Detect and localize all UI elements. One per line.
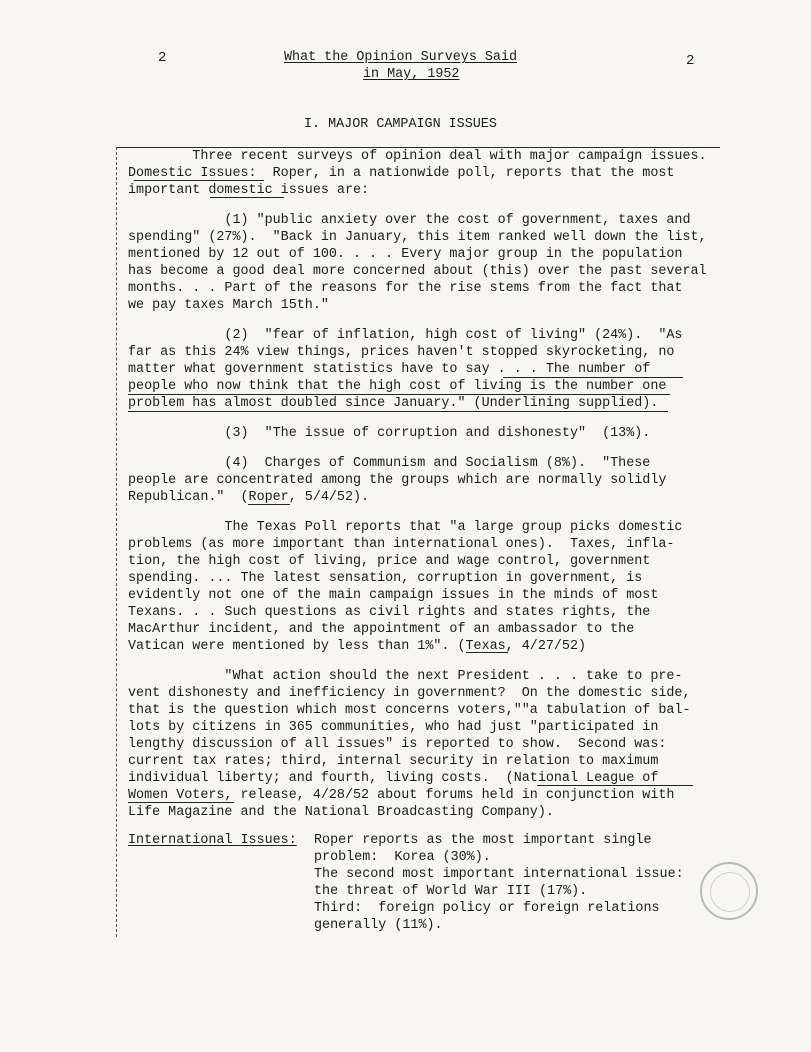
item1-line: we pay taxes March 15th." xyxy=(128,298,329,313)
league-line: that is the question which most concerns voters,""a tabulation of bal- xyxy=(128,703,691,718)
texas-line: MacArthur incident, and the appointment of an ambassador to the xyxy=(128,622,635,637)
texas-line: Vatican were mentioned by less than 1%". (Texas, 4/27/52) xyxy=(128,639,587,654)
item1-line: mentioned by 12 out of 100. . . . Every major group in the population xyxy=(128,247,683,262)
texas-line: tion, the high cost of living, price and wage control, government xyxy=(128,554,651,569)
league-line: individual liberty; and fourth, living costs. (National League of xyxy=(128,771,659,786)
item4-line: Republican." (Roper, 5/4/52). xyxy=(128,490,370,505)
league-line: "What action should the next President . . . take to pre- xyxy=(128,669,683,684)
underline-league xyxy=(128,802,234,803)
underline-texas xyxy=(466,652,508,653)
intro-line: Domestic Issues: Roper, in a nationwide poll, reports that the most xyxy=(128,166,675,181)
intro-line: Three recent surveys of opinion deal with major campaign issues. xyxy=(128,149,707,164)
item2-line: people who now think that the high cost of living is the number one xyxy=(128,379,667,394)
archive-stamp-icon xyxy=(700,862,758,920)
league-line: Life Magazine and the National Broadcasting Company). xyxy=(128,805,554,820)
item4-line: people are concentrated among the groups which are normally solidly xyxy=(128,473,667,488)
page-title-date: in May, 1952 xyxy=(363,67,460,82)
item2-line: (2) "fear of inflation, high cost of living" (24%). "As xyxy=(128,328,683,343)
underline-domestic xyxy=(210,197,284,198)
texas-line: spending. ... The latest sensation, corruption in government, is xyxy=(128,571,643,586)
intl-line: Roper reports as the most important single xyxy=(314,833,652,848)
underline-domestic-issues xyxy=(134,180,264,181)
intl-line: problem: Korea (30%). xyxy=(314,850,491,865)
intl-line: The second most important international issue: xyxy=(314,867,684,882)
underline-item2 xyxy=(128,394,670,395)
intl-line: generally (11%). xyxy=(314,918,443,933)
league-line: Women Voters, release, 4/28/52 about forums held in conjunction with xyxy=(128,788,675,803)
page-number-left: 2 xyxy=(158,50,167,66)
intro-line: important domestic issues are: xyxy=(128,183,370,198)
texas-line: evidently not one of the main campaign issues in the minds of most xyxy=(128,588,659,603)
league-line: vent dishonesty and inefficiency in government? On the domestic side, xyxy=(128,686,691,701)
underline-item2 xyxy=(128,411,668,412)
league-line: current tax rates; third, internal security in relation to maximum xyxy=(128,754,659,769)
item2-line: far as this 24% view things, prices haven't stopped skyrocketing, no xyxy=(128,345,675,360)
intl-line: Third: foreign policy or foreign relations xyxy=(314,901,660,916)
item2-line: matter what government statistics have to say . . . The number of xyxy=(128,362,651,377)
texas-line: Texans. . . Such questions as civil rights and states rights, the xyxy=(128,605,651,620)
item1-line: (1) "public anxiety over the cost of government, taxes and xyxy=(128,213,691,228)
league-line: lots by citizens in 365 communities, who had just "participated in xyxy=(128,720,659,735)
underline-item2 xyxy=(503,377,683,378)
item2-line: problem has almost doubled since January." (Underlining supplied). xyxy=(128,396,659,411)
box-left-rule xyxy=(116,147,117,937)
item4-line: (4) Charges of Communism and Socialism (8%). "These xyxy=(128,456,651,471)
underline-league xyxy=(537,785,693,786)
item3-line: (3) "The issue of corruption and dishonesty" (13%). xyxy=(128,426,651,441)
texas-line: problems (as more important than international ones). Taxes, infla- xyxy=(128,537,675,552)
page-title: What the Opinion Surveys Said xyxy=(284,50,518,65)
item1-line: spending" (27%). "Back in January, this item ranked well down the list, xyxy=(128,230,707,245)
section-heading: I. MAJOR CAMPAIGN ISSUES xyxy=(304,117,497,132)
international-issues-label: International Issues: xyxy=(128,833,297,848)
underline-roper xyxy=(248,504,290,505)
page-number-right: 2 xyxy=(686,53,695,69)
item1-line: months. . . Part of the reasons for the rise stems from the fact that xyxy=(128,281,683,296)
item1-line: has become a good deal more concerned about (this) over the past several xyxy=(128,264,707,279)
league-line: lengthy discussion of all issues" is reported to show. Second was: xyxy=(128,737,667,752)
texas-line: The Texas Poll reports that "a large group picks domestic xyxy=(128,520,683,535)
intl-line: the threat of World War III (17%). xyxy=(314,884,588,899)
